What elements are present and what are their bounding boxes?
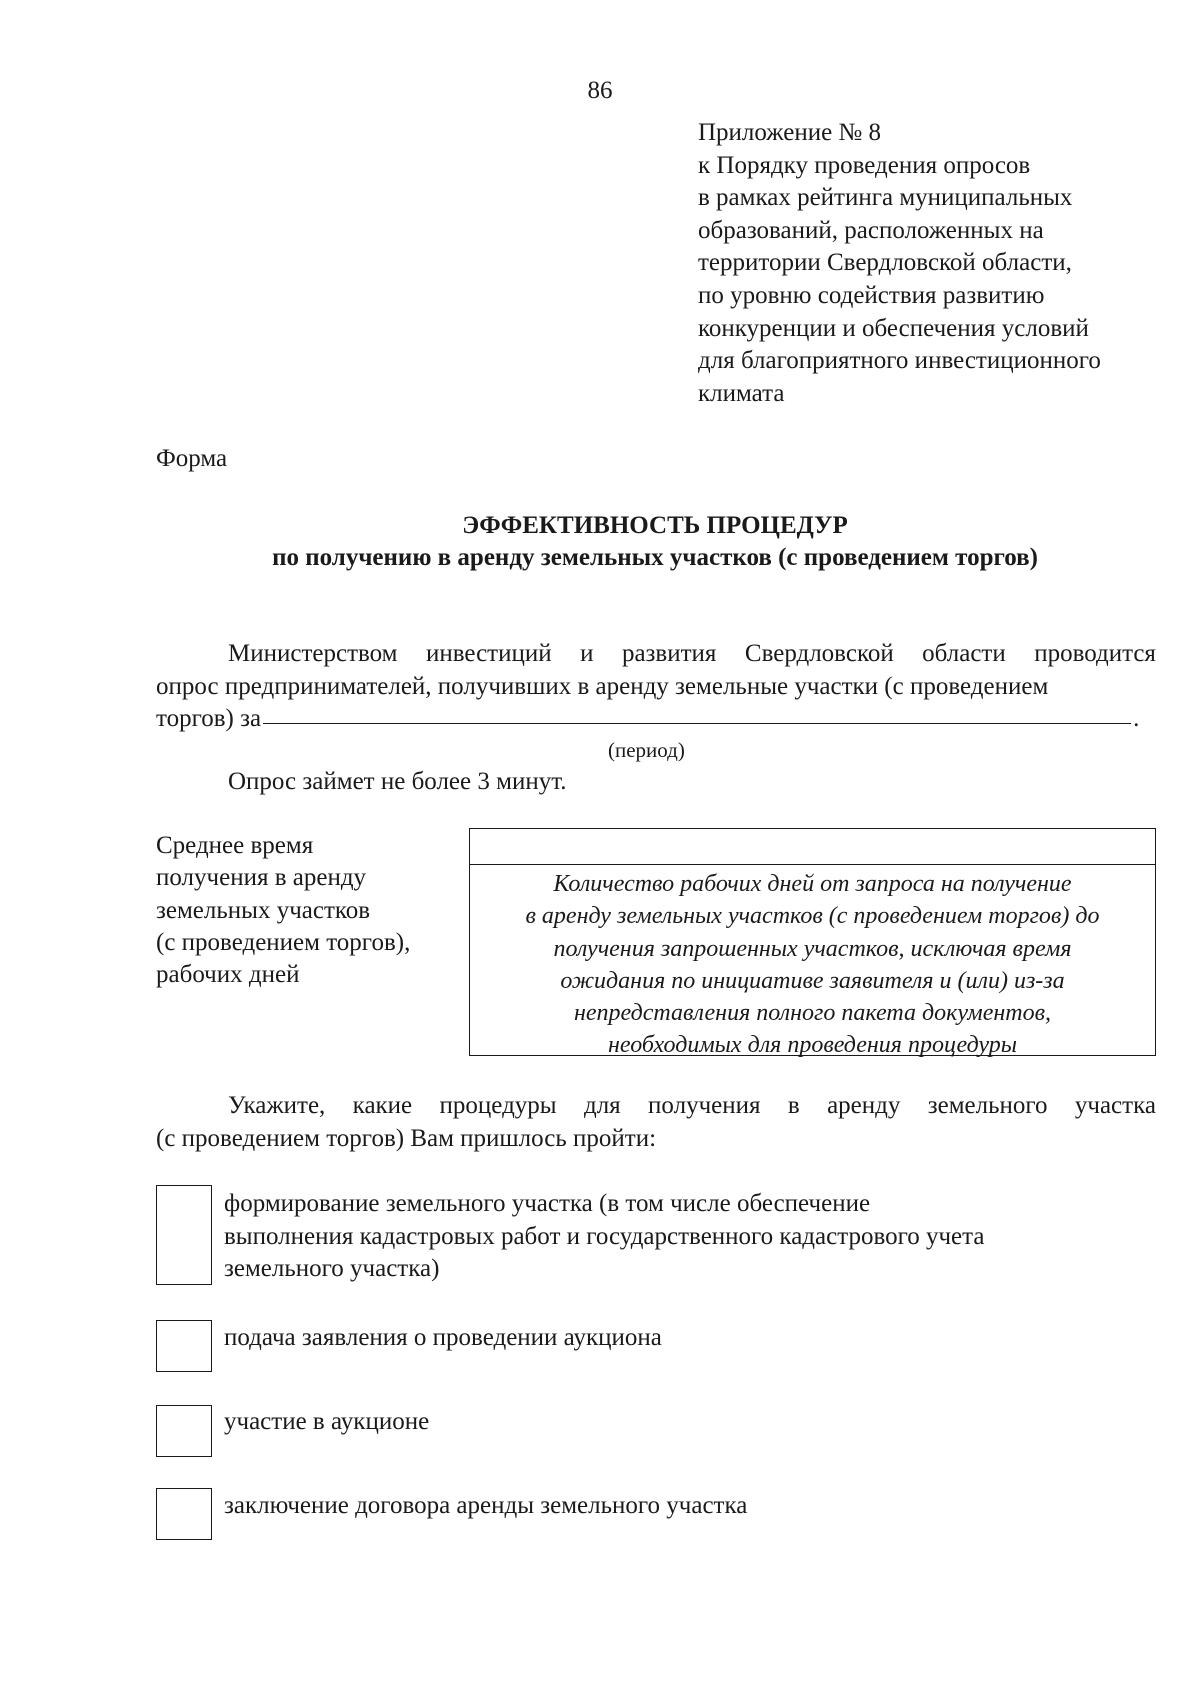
procedures-question (156, 1090, 1156, 1155)
intro-paragraph (156, 638, 1156, 736)
question-line-2: (с проведением торгов) Вам пришлось пройти: (156, 1124, 657, 1152)
option-label-line: земельного участка) (224, 1255, 440, 1283)
appendix-line: конкуренции и обеспечения условий (698, 314, 1089, 342)
title-line-1: ЭФФЕКТИВНОСТЬ ПРОЦЕДУР (462, 512, 848, 539)
checkbox-auction-participation[interactable] (156, 1405, 212, 1457)
intro-word: и (580, 640, 594, 667)
intro-line-3-prefix: торгов) за (156, 705, 262, 732)
checkbox-lease-agreement[interactable] (156, 1488, 212, 1540)
option-label-auction-participation (224, 1406, 429, 1439)
metric-label (156, 830, 456, 991)
metric-description-line: ожидания по инициативе заявителя и (или) из-за (560, 967, 1065, 994)
metric-table (469, 828, 1156, 1059)
appendix-line: территории Свердловской области, (698, 249, 1072, 277)
metric-label-line: рабочих дней (156, 961, 300, 989)
intro-line-2: опрос предпринимателей, получивших в аренду земельные участки (с проведением (156, 672, 1049, 700)
intro-word: Министерством (228, 640, 398, 667)
question-word: участка (1074, 1092, 1156, 1119)
question-word: Укажите, (228, 1092, 326, 1119)
intro-word: Свердловской (744, 640, 894, 667)
intro-line-3-suffix: . (1133, 705, 1140, 732)
intro-line-1 (156, 638, 1156, 671)
form-label: Форма (156, 445, 228, 472)
metric-description-line: получения запрошенных участков, исключая время (553, 935, 1072, 962)
option-label-line: подача заявления о проведении аукциона (224, 1324, 662, 1351)
option-label-line: участие в аукционе (224, 1408, 430, 1435)
intro-line-3 (156, 703, 1156, 736)
option-label-line: выполнения кадастровых работ и государственного кадастрового учета (224, 1222, 985, 1250)
period-caption: (период) (608, 738, 685, 762)
intro-word: проводится (1034, 640, 1156, 667)
metric-description-line: в аренду земельных участков (с проведением торгов) до (525, 903, 1100, 930)
metric-label-line: Среднее время (156, 832, 314, 859)
survey-duration-note: Опрос займет не более 3 минут. (228, 768, 567, 795)
option-label-line: заключение договора аренды земельного участка (224, 1492, 748, 1519)
question-word: какие (352, 1092, 413, 1119)
intro-word: области (922, 640, 1006, 667)
appendix-line: для благоприятного инвестиционного (698, 347, 1101, 375)
question-word: процедуры (439, 1092, 557, 1119)
question-word: земельного (927, 1092, 1048, 1119)
checkbox-land-plot-formation[interactable] (156, 1185, 212, 1285)
question-word: аренду (827, 1092, 901, 1119)
appendix-line: образований, расположенных на (698, 216, 1044, 244)
period-blank-field[interactable] (263, 722, 1131, 724)
intro-word: развития (621, 640, 717, 667)
option-label-lease-agreement (224, 1490, 747, 1523)
metric-label-line: получения в аренду (156, 864, 367, 892)
option-label-auction-application (224, 1322, 662, 1355)
metric-description-line: необходимых для проведения процедуры (607, 1032, 1018, 1059)
title-line-2: по получению в аренду земельных участков (с проведением торгов) (272, 544, 1038, 571)
intro-word: инвестиций (425, 640, 552, 667)
question-word: получения (648, 1092, 761, 1119)
metric-label-line: земельных участков (156, 896, 371, 924)
appendix-line: климата (698, 379, 785, 407)
metric-value-cell[interactable] (470, 829, 1155, 865)
metric-description-line: непредставления полного пакета документов, (574, 1000, 1051, 1027)
appendix-line: к Порядку проведения опросов (698, 151, 1031, 179)
option-label-line: формирование земельного участка (в том числе обеспечение (224, 1190, 871, 1217)
question-word: для (583, 1092, 621, 1119)
appendix-line: по уровню содействия развитию (698, 281, 1045, 309)
question-word: в (787, 1092, 800, 1119)
checkbox-auction-application[interactable] (156, 1320, 212, 1372)
appendix-note (698, 117, 1168, 410)
metric-label-line: (с проведением торгов), (156, 928, 411, 956)
option-label-land-plot-formation (224, 1188, 984, 1286)
question-line-1 (156, 1090, 1156, 1123)
appendix-line: в рамках рейтинга муниципальных (698, 184, 1073, 212)
document-title (0, 510, 1200, 574)
metric-description-line: Количество рабочих дней от запроса на получение (553, 871, 1072, 897)
page-number: 86 (587, 77, 613, 104)
metric-description (470, 865, 1155, 1062)
appendix-line: Приложение № 8 (698, 119, 882, 146)
